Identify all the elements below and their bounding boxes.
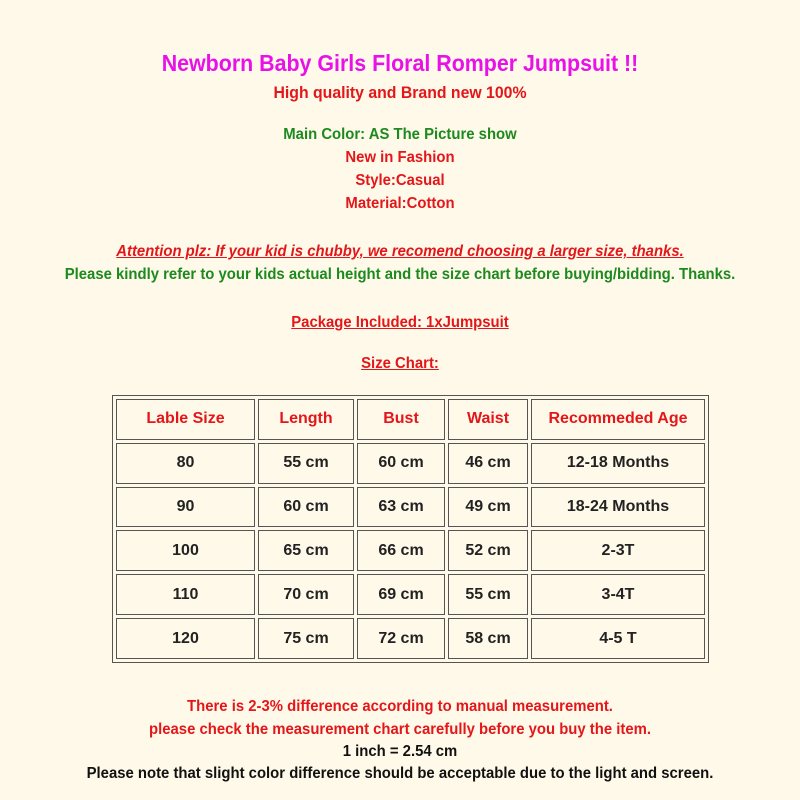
table-row: [116, 530, 705, 571]
header-cell: Waist: [448, 399, 528, 440]
table-cell: 90: [116, 487, 255, 528]
color-difference-note: Please note that slight color difference should be acceptable due to the light and screen.: [86, 765, 714, 782]
material-text: Material:Cotton: [345, 195, 455, 212]
table-cell: 69 cm: [357, 574, 445, 615]
package-included: Package Included: 1xJumpsuit: [291, 314, 509, 331]
table-row: [116, 574, 705, 615]
table-cell: 55 cm: [448, 574, 528, 615]
size-chart-label: Size Chart:: [361, 355, 439, 372]
table-row: [116, 487, 705, 528]
table-cell: 80: [116, 443, 255, 484]
table-cell: 110: [116, 574, 255, 615]
page-title: Newborn Baby Girls Floral Romper Jumpsuit !!: [161, 50, 639, 76]
header-cell: Recommeded Age: [531, 399, 705, 440]
refer-note: Please kindly refer to your kids actual height and the size chart before buying/bidding. Thanks.: [64, 266, 736, 283]
table-cell: 58 cm: [448, 618, 528, 659]
fashion-text: New in Fashion: [345, 149, 455, 166]
main-color-text: Main Color: AS The Picture show: [283, 126, 517, 143]
table-cell: 2-3T: [531, 530, 705, 571]
table-row: [116, 443, 705, 484]
size-table: [112, 395, 709, 663]
table-cell: 120: [116, 618, 255, 659]
inch-conversion: 1 inch = 2.54 cm: [342, 743, 458, 760]
table-cell: 55 cm: [258, 443, 354, 484]
table-cell: 66 cm: [357, 530, 445, 571]
table-cell: 49 cm: [448, 487, 528, 528]
table-cell: 65 cm: [258, 530, 354, 571]
table-cell: 70 cm: [258, 574, 354, 615]
table-row: [116, 618, 705, 659]
table-cell: 52 cm: [448, 530, 528, 571]
table-cell: 63 cm: [357, 487, 445, 528]
table-cell: 4-5 T: [531, 618, 705, 659]
difference-note: There is 2-3% difference according to manual measurement.: [187, 698, 613, 715]
table-cell: 60 cm: [357, 443, 445, 484]
table-cell: 12-18 Months: [531, 443, 705, 484]
table-cell: 46 cm: [448, 443, 528, 484]
table-cell: 100: [116, 530, 255, 571]
check-note: please check the measurement chart carefully before you buy the item.: [149, 721, 651, 738]
header-cell: Lable Size: [116, 399, 255, 440]
table-header-row: [116, 399, 705, 440]
attention-note: Attention plz: If your kid is chubby, we recomend choosing a larger size, thanks.: [116, 243, 684, 260]
subtitle: High quality and Brand new 100%: [273, 83, 527, 102]
header-cell: Length: [258, 399, 354, 440]
table-cell: 3-4T: [531, 574, 705, 615]
table-cell: 72 cm: [357, 618, 445, 659]
style-text: Style:Casual: [355, 172, 445, 189]
table-cell: 60 cm: [258, 487, 354, 528]
table-cell: 18-24 Months: [531, 487, 705, 528]
header-cell: Bust: [357, 399, 445, 440]
table-cell: 75 cm: [258, 618, 354, 659]
